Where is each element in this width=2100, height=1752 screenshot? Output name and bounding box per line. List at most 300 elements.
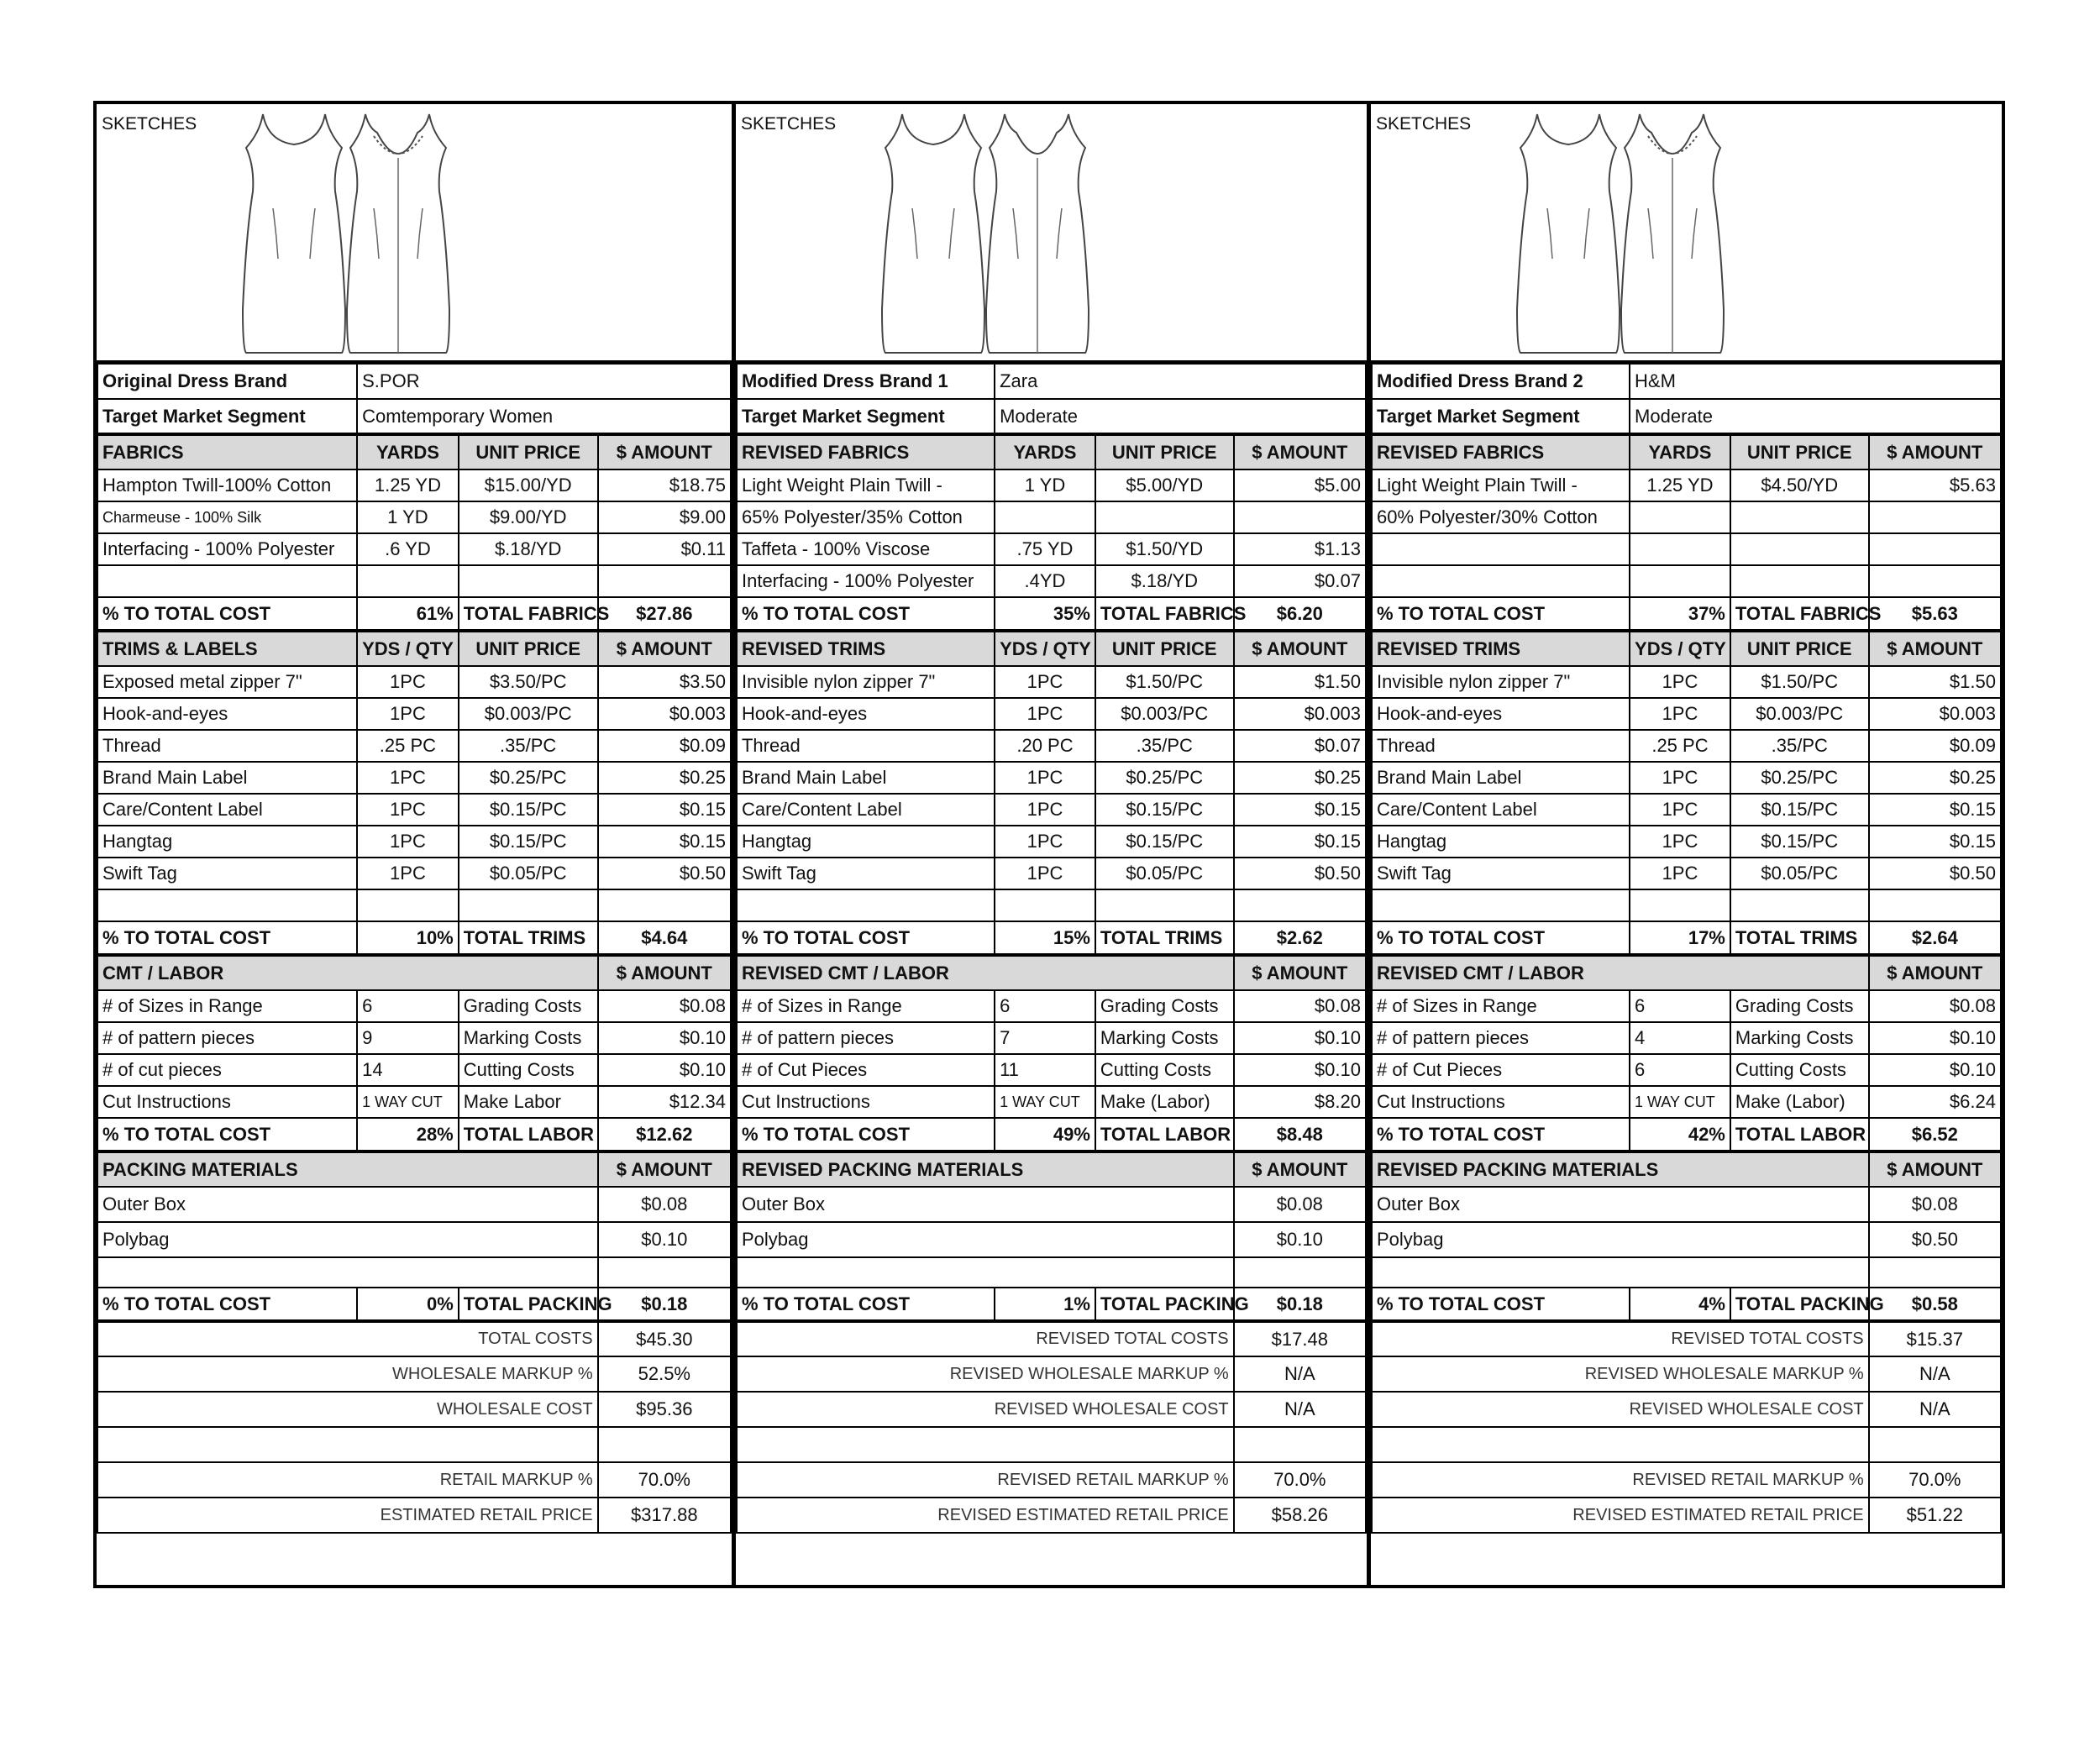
cmt-cell: 14 (357, 1054, 459, 1086)
sketch-area (97, 104, 732, 363)
summary-label: REVISED ESTIMATED RETAIL PRICE (1372, 1498, 1869, 1533)
fabrics-header-cell: REVISED FABRICS (737, 434, 995, 469)
trims-cell (1630, 889, 1730, 921)
fabrics-cell: $5.63 (1869, 469, 2001, 501)
fabrics-total-cell: $6.20 (1234, 597, 1366, 631)
packing-row (737, 1222, 1366, 1257)
summary-label: TOTAL COSTS (97, 1321, 598, 1356)
trims-row (737, 666, 1366, 698)
cmt-cell: Make (Labor) (1095, 1086, 1234, 1118)
summary-value: N/A (1869, 1356, 2001, 1392)
cost-table (97, 363, 732, 1534)
fabrics-cell: $9.00 (598, 501, 731, 533)
summary-row (1372, 1356, 2001, 1392)
cmt-row (1372, 1022, 2001, 1054)
cmt-cell: Grading Costs (459, 990, 598, 1022)
cost-panel-1 (97, 104, 732, 1585)
fabrics-cell (459, 565, 598, 597)
fabrics-cell: Interfacing - 100% Polyester (737, 565, 995, 597)
cmt-row (97, 1086, 731, 1118)
summary-value: $58.26 (1234, 1498, 1366, 1533)
trims-row (97, 730, 731, 762)
trims-cell: Invisible nylon zipper 7" (737, 666, 995, 698)
trims-cell: Swift Tag (737, 858, 995, 889)
packing-row (97, 1257, 731, 1288)
cmt-header-amount: $ AMOUNT (1869, 955, 2001, 990)
packing-total-row (97, 1288, 731, 1321)
fabrics-cell: .75 YD (995, 533, 1095, 565)
fabrics-cell: $4.50/YD (1730, 469, 1869, 501)
trims-row (97, 698, 731, 730)
trims-header-cell: YDS / QTY (357, 631, 459, 666)
fabrics-header-cell: YARDS (357, 434, 459, 469)
trims-cell: 1PC (995, 762, 1095, 794)
cmt-cell: 6 (995, 990, 1095, 1022)
fabrics-cell (1372, 533, 1630, 565)
packing-amount: $0.10 (1234, 1222, 1366, 1257)
trims-cell: 1PC (1630, 762, 1730, 794)
dress-front-outline (882, 114, 984, 353)
summary-value (1869, 1427, 2001, 1462)
trims-cell (1869, 889, 2001, 921)
trims-cell: Thread (97, 730, 357, 762)
trims-cell (995, 889, 1095, 921)
trims-cell: Care/Content Label (737, 794, 995, 826)
trims-cell: $0.25/PC (1095, 762, 1234, 794)
trims-row (1372, 730, 2001, 762)
trims-cell: Hook-and-eyes (97, 698, 357, 730)
trims-header-row (737, 631, 1366, 666)
trims-header-row (97, 631, 731, 666)
trims-cell: $3.50/PC (459, 666, 598, 698)
packing-item: Outer Box (1372, 1187, 1869, 1222)
brand-row (737, 364, 1366, 399)
trims-cell: $0.15/PC (459, 794, 598, 826)
fabrics-header-cell: UNIT PRICE (1095, 434, 1234, 469)
fabrics-cell (1234, 501, 1366, 533)
fabrics-header-cell: $ AMOUNT (1234, 434, 1366, 469)
cmt-cell: 1 WAY CUT (357, 1086, 459, 1118)
packing-row (97, 1222, 731, 1257)
fabrics-cell: Taffeta - 100% Viscose (737, 533, 995, 565)
packing-total-cell: $0.58 (1869, 1288, 2001, 1321)
summary-row (737, 1321, 1366, 1356)
cost-panel-2 (732, 104, 1367, 1585)
summary-value (598, 1427, 731, 1462)
trims-total-row (97, 921, 731, 955)
trims-cell: $1.50/PC (1730, 666, 1869, 698)
fabrics-cell (357, 565, 459, 597)
trims-cell: $3.50 (598, 666, 731, 698)
trims-cell: $0.15 (1869, 794, 2001, 826)
brand-label: Original Dress Brand (97, 364, 357, 399)
cmt-total-cell: $6.52 (1869, 1118, 2001, 1151)
cmt-row (737, 1086, 1366, 1118)
trims-cell: 1PC (1630, 794, 1730, 826)
fabrics-cell: .4YD (995, 565, 1095, 597)
packing-total-cell: TOTAL PACKING (1730, 1288, 1869, 1321)
packing-header-amount: $ AMOUNT (598, 1151, 731, 1187)
trims-cell: $0.15 (598, 794, 731, 826)
trims-cell: $0.003 (1234, 698, 1366, 730)
summary-row (1372, 1498, 2001, 1533)
cmt-cell: # of cut pieces (97, 1054, 357, 1086)
packing-amount: $0.50 (1869, 1222, 2001, 1257)
trims-cell: Swift Tag (97, 858, 357, 889)
trims-cell: $0.15/PC (1095, 794, 1234, 826)
dress-sketch-icon (879, 108, 1265, 359)
cmt-cell: $6.24 (1869, 1086, 2001, 1118)
trims-total-row (737, 921, 1366, 955)
trims-cell: $0.15/PC (459, 826, 598, 858)
cmt-total-cell: TOTAL LABOR (459, 1118, 598, 1151)
trims-total-cell: $2.64 (1869, 921, 2001, 955)
trims-row (1372, 858, 2001, 889)
cost-sheet (93, 101, 2005, 1588)
fabrics-row (737, 469, 1366, 501)
cmt-cell: $0.10 (598, 1054, 731, 1086)
packing-total-cell: TOTAL PACKING (1095, 1288, 1234, 1321)
fabrics-cell: 65% Polyester/35% Cotton (737, 501, 995, 533)
trims-total-cell: % TO TOTAL COST (737, 921, 995, 955)
brand-value: H&M (1630, 364, 2001, 399)
cmt-cell: Grading Costs (1095, 990, 1234, 1022)
cmt-cell: # of pattern pieces (97, 1022, 357, 1054)
fabrics-cell: 1.25 YD (357, 469, 459, 501)
packing-total-cell: $0.18 (598, 1288, 731, 1321)
fabrics-cell (1730, 565, 1869, 597)
fabrics-cell: 1 YD (995, 469, 1095, 501)
trims-cell: Hangtag (1372, 826, 1630, 858)
summary-row (97, 1427, 731, 1462)
packing-total-cell: 0% (357, 1288, 459, 1321)
trims-cell: $0.15/PC (1730, 826, 1869, 858)
summary-row (737, 1427, 1366, 1462)
fabrics-header-cell: YARDS (1630, 434, 1730, 469)
summary-value: 52.5% (598, 1356, 731, 1392)
trims-row (737, 794, 1366, 826)
packing-item: Polybag (97, 1222, 598, 1257)
fabrics-cell: $15.00/YD (459, 469, 598, 501)
cmt-cell: Grading Costs (1730, 990, 1869, 1022)
cmt-cell: 1 WAY CUT (1630, 1086, 1730, 1118)
trims-cell: $0.07 (1234, 730, 1366, 762)
fabrics-header-cell: $ AMOUNT (1869, 434, 2001, 469)
trims-cell: $0.15 (598, 826, 731, 858)
trims-cell: 1PC (357, 698, 459, 730)
packing-item: Polybag (1372, 1222, 1869, 1257)
cost-table (736, 363, 1367, 1534)
brand-label: Modified Dress Brand 2 (1372, 364, 1630, 399)
cmt-cell: # of Sizes in Range (1372, 990, 1630, 1022)
cmt-cell: $12.34 (598, 1086, 731, 1118)
cmt-row (97, 990, 731, 1022)
fabrics-cell (1630, 565, 1730, 597)
cmt-cell: $8.20 (1234, 1086, 1366, 1118)
trims-header-cell: $ AMOUNT (1234, 631, 1366, 666)
summary-value: $51.22 (1869, 1498, 2001, 1533)
cmt-header-row (737, 955, 1366, 990)
trims-cell: .25 PC (1630, 730, 1730, 762)
cmt-row (97, 1054, 731, 1086)
trims-cell: Thread (737, 730, 995, 762)
trims-row (1372, 666, 2001, 698)
packing-item (97, 1257, 598, 1288)
trims-cell: $0.003 (1869, 698, 2001, 730)
trims-header-cell: UNIT PRICE (1095, 631, 1234, 666)
summary-value: N/A (1234, 1356, 1366, 1392)
fabrics-header-row (737, 434, 1366, 469)
fabrics-cell: $.18/YD (459, 533, 598, 565)
trims-total-cell: 10% (357, 921, 459, 955)
trims-header-cell: REVISED TRIMS (1372, 631, 1630, 666)
segment-label: Target Market Segment (737, 399, 995, 434)
packing-total-cell: % TO TOTAL COST (97, 1288, 357, 1321)
summary-label (737, 1427, 1234, 1462)
cmt-cell: Make (Labor) (1730, 1086, 1869, 1118)
trims-total-cell: % TO TOTAL COST (1372, 921, 1630, 955)
packing-total-cell: % TO TOTAL COST (1372, 1288, 1630, 1321)
fabrics-cell (1630, 501, 1730, 533)
summary-label: REVISED RETAIL MARKUP % (737, 1462, 1234, 1498)
cmt-cell: Cutting Costs (459, 1054, 598, 1086)
trims-cell: $0.05/PC (459, 858, 598, 889)
fabrics-cell (97, 565, 357, 597)
trims-cell: .20 PC (995, 730, 1095, 762)
cmt-cell: # of Sizes in Range (97, 990, 357, 1022)
trims-cell: $0.50 (1234, 858, 1366, 889)
summary-label: REVISED TOTAL COSTS (1372, 1321, 1869, 1356)
summary-row (97, 1498, 731, 1533)
trims-cell: Thread (1372, 730, 1630, 762)
fabrics-cell: $9.00/YD (459, 501, 598, 533)
packing-item: Outer Box (97, 1187, 598, 1222)
fabrics-total-cell: TOTAL FABRICS (1730, 597, 1869, 631)
cmt-cell: Marking Costs (1730, 1022, 1869, 1054)
trims-cell: $0.15 (1234, 794, 1366, 826)
summary-row (1372, 1392, 2001, 1427)
fabrics-total-row (1372, 597, 2001, 631)
trims-cell: $0.25 (1869, 762, 2001, 794)
trims-header-cell: YDS / QTY (1630, 631, 1730, 666)
cmt-cell: Cutting Costs (1095, 1054, 1234, 1086)
packing-amount: $0.10 (598, 1222, 731, 1257)
segment-row (737, 399, 1366, 434)
trims-row (737, 730, 1366, 762)
trims-cell: $0.25/PC (459, 762, 598, 794)
trims-total-cell: 15% (995, 921, 1095, 955)
trims-header-cell: $ AMOUNT (598, 631, 731, 666)
cmt-total-cell: $8.48 (1234, 1118, 1366, 1151)
trims-cell: Swift Tag (1372, 858, 1630, 889)
packing-row (1372, 1257, 2001, 1288)
cmt-cell: 6 (1630, 1054, 1730, 1086)
fabrics-cell (1869, 533, 2001, 565)
summary-label: REVISED WHOLESALE MARKUP % (737, 1356, 1234, 1392)
packing-total-row (737, 1288, 1366, 1321)
cmt-total-cell: % TO TOTAL COST (737, 1118, 995, 1151)
trims-header-cell: TRIMS & LABELS (97, 631, 357, 666)
cmt-cell: 6 (357, 990, 459, 1022)
dress-front-outline (1517, 114, 1620, 353)
packing-row (97, 1187, 731, 1222)
trims-cell: Invisible nylon zipper 7" (1372, 666, 1630, 698)
fabrics-row (1372, 533, 2001, 565)
summary-value: N/A (1869, 1392, 2001, 1427)
fabrics-cell: $1.50/YD (1095, 533, 1234, 565)
summary-value (1234, 1427, 1366, 1462)
trims-row (737, 889, 1366, 921)
trims-cell: $0.05/PC (1730, 858, 1869, 889)
fabrics-header-cell: YARDS (995, 434, 1095, 469)
cmt-cell: Marking Costs (1095, 1022, 1234, 1054)
packing-header-label: REVISED PACKING MATERIALS (737, 1151, 1234, 1187)
packing-row (737, 1187, 1366, 1222)
summary-value: 70.0% (1234, 1462, 1366, 1498)
fabrics-total-cell: $27.86 (598, 597, 731, 631)
cmt-total-cell: TOTAL LABOR (1730, 1118, 1869, 1151)
cmt-total-cell: $12.62 (598, 1118, 731, 1151)
cmt-cell: 1 WAY CUT (995, 1086, 1095, 1118)
trims-header-cell: YDS / QTY (995, 631, 1095, 666)
packing-amount: $0.08 (1869, 1187, 2001, 1222)
fabrics-cell (1095, 501, 1234, 533)
trims-cell (1095, 889, 1234, 921)
fabrics-cell: 60% Polyester/30% Cotton (1372, 501, 1630, 533)
summary-label: REVISED WHOLESALE COST (737, 1392, 1234, 1427)
packing-header-amount: $ AMOUNT (1234, 1151, 1366, 1187)
dress-sketch-icon (1514, 108, 1900, 359)
fabrics-header-cell: FABRICS (97, 434, 357, 469)
summary-label: REVISED ESTIMATED RETAIL PRICE (737, 1498, 1234, 1533)
trims-cell (737, 889, 995, 921)
cmt-row (1372, 1086, 2001, 1118)
cmt-cell: # of Sizes in Range (737, 990, 995, 1022)
trims-cell: Brand Main Label (1372, 762, 1630, 794)
fabrics-cell: $18.75 (598, 469, 731, 501)
trims-cell: .35/PC (1730, 730, 1869, 762)
packing-amount (1234, 1257, 1366, 1288)
fabrics-row (737, 501, 1366, 533)
fabrics-cell (1869, 501, 2001, 533)
fabrics-cell: $0.07 (1234, 565, 1366, 597)
summary-value: 70.0% (598, 1462, 731, 1498)
trims-cell: 1PC (1630, 858, 1730, 889)
cmt-row (97, 1022, 731, 1054)
fabrics-total-cell: TOTAL FABRICS (459, 597, 598, 631)
packing-total-cell: % TO TOTAL COST (737, 1288, 995, 1321)
trims-row (1372, 762, 2001, 794)
trims-cell: .25 PC (357, 730, 459, 762)
cmt-cell: 11 (995, 1054, 1095, 1086)
trims-cell: Hangtag (737, 826, 995, 858)
fabrics-row (1372, 565, 2001, 597)
trims-cell: 1PC (995, 666, 1095, 698)
sketch-label: SKETCHES (740, 114, 837, 134)
trims-cell (357, 889, 459, 921)
cmt-cell: Cut Instructions (1372, 1086, 1630, 1118)
fabrics-cell (1730, 533, 1869, 565)
trims-cell: Care/Content Label (1372, 794, 1630, 826)
cmt-header-row (97, 955, 731, 990)
fabrics-cell: $5.00 (1234, 469, 1366, 501)
packing-row (1372, 1187, 2001, 1222)
fabrics-header-row (1372, 434, 2001, 469)
summary-row (737, 1392, 1366, 1427)
trims-total-cell: $2.62 (1234, 921, 1366, 955)
trims-cell: $0.15 (1234, 826, 1366, 858)
fabrics-cell: $1.13 (1234, 533, 1366, 565)
fabrics-header-cell: $ AMOUNT (598, 434, 731, 469)
trims-row (737, 826, 1366, 858)
fabrics-cell: Charmeuse - 100% Silk (97, 501, 357, 533)
summary-label: REVISED RETAIL MARKUP % (1372, 1462, 1869, 1498)
cmt-header-label: CMT / LABOR (97, 955, 598, 990)
trims-total-cell: % TO TOTAL COST (97, 921, 357, 955)
segment-value: Moderate (1630, 399, 2001, 434)
trims-row (1372, 794, 2001, 826)
summary-label: REVISED WHOLESALE MARKUP % (1372, 1356, 1869, 1392)
cmt-row (737, 1022, 1366, 1054)
trims-cell: $0.50 (598, 858, 731, 889)
cmt-cell: # of Cut Pieces (1372, 1054, 1630, 1086)
summary-label: WHOLESALE COST (97, 1392, 598, 1427)
brand-row (97, 364, 731, 399)
packing-header-row (97, 1151, 731, 1187)
summary-row (1372, 1321, 2001, 1356)
fabrics-cell: .6 YD (357, 533, 459, 565)
fabrics-cell (598, 565, 731, 597)
trims-cell (1372, 889, 1630, 921)
summary-row (737, 1498, 1366, 1533)
trims-cell: 1PC (995, 858, 1095, 889)
trims-cell: $1.50 (1234, 666, 1366, 698)
packing-item (1372, 1257, 1869, 1288)
packing-total-cell: 1% (995, 1288, 1095, 1321)
dress-front-outline (243, 114, 345, 353)
trims-row (97, 889, 731, 921)
summary-label: REVISED WHOLESALE COST (1372, 1392, 1869, 1427)
trims-cell (598, 889, 731, 921)
summary-label: RETAIL MARKUP % (97, 1462, 598, 1498)
trims-header-row (1372, 631, 2001, 666)
fabrics-cell: 1 YD (357, 501, 459, 533)
segment-value: Moderate (995, 399, 1366, 434)
summary-value: 70.0% (1869, 1462, 2001, 1498)
cmt-cell: $0.10 (1869, 1022, 2001, 1054)
trims-cell: Hangtag (97, 826, 357, 858)
packing-amount: $0.08 (598, 1187, 731, 1222)
fabrics-header-cell: REVISED FABRICS (1372, 434, 1630, 469)
trims-header-cell: UNIT PRICE (459, 631, 598, 666)
cmt-cell: # of pattern pieces (737, 1022, 995, 1054)
trims-cell: .35/PC (459, 730, 598, 762)
segment-label: Target Market Segment (1372, 399, 1630, 434)
fabrics-total-cell: 37% (1630, 597, 1730, 631)
cmt-total-cell: 42% (1630, 1118, 1730, 1151)
brand-value: S.POR (357, 364, 731, 399)
cmt-header-label: REVISED CMT / LABOR (1372, 955, 1869, 990)
trims-cell: 1PC (357, 666, 459, 698)
cost-table (1371, 363, 2002, 1534)
fabrics-cell (1869, 565, 2001, 597)
trims-cell: 1PC (995, 794, 1095, 826)
trims-row (737, 698, 1366, 730)
cmt-cell: $0.10 (1234, 1054, 1366, 1086)
trims-cell: $0.003/PC (1730, 698, 1869, 730)
trims-total-cell: $4.64 (598, 921, 731, 955)
summary-value: N/A (1234, 1392, 1366, 1427)
